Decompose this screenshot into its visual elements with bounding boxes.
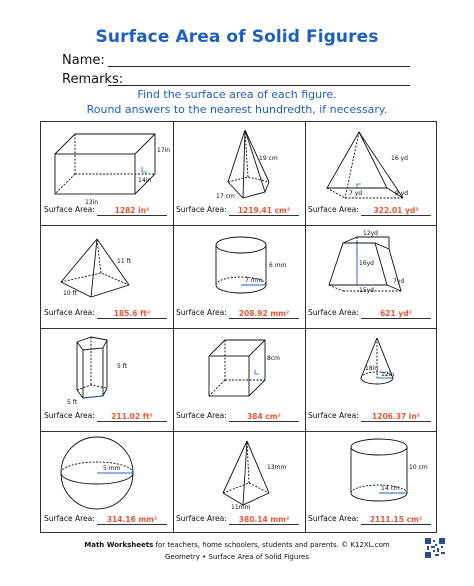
answer-value: 384 cm²: [247, 412, 281, 421]
problem-7: [41, 328, 173, 431]
dim-label: 5 ft: [67, 399, 78, 406]
footer-brand: Math Worksheets: [84, 541, 154, 549]
problem-2: [173, 122, 305, 225]
answer-value: 211.02 ft²: [111, 412, 153, 421]
dim-label: 13mm: [267, 464, 287, 471]
problem-3: [305, 122, 437, 225]
surface-area-label: Surface Area:: [44, 514, 95, 523]
surface-area-label: Surface Area:: [44, 411, 95, 420]
answer-value: 2111.15 cm²: [369, 515, 423, 524]
footer-line-1: [0, 541, 474, 549]
problem-6: [305, 225, 437, 328]
dim-label: 12yd: [363, 230, 378, 237]
instruction-line-2: Round answers to the nearest hundredth, if necessary.: [86, 103, 388, 116]
dim-label: 7yd: [393, 278, 405, 285]
answer-line: [97, 421, 167, 422]
dim-label: 16 yd: [391, 155, 408, 162]
dim-label: 19 cm: [259, 155, 278, 162]
dim-label: 10 cm: [409, 464, 428, 471]
problem-4: [41, 225, 173, 328]
dim-label: 11mm: [231, 504, 251, 511]
surface-area-label: Surface Area:: [44, 205, 95, 214]
problem-11: [173, 431, 305, 534]
answer-value: 1206.37 in²: [372, 412, 420, 421]
answer-value: 208.92 mm²: [238, 309, 290, 318]
answer-line: [229, 215, 299, 216]
problem-10: [41, 431, 173, 534]
answer-value: 1282 in²: [114, 206, 150, 215]
answer-line: [229, 421, 299, 422]
answer-line: [361, 421, 431, 422]
instruction-line-1: Find the surface area of each figure.: [137, 88, 337, 101]
dim-label: 17in: [157, 147, 171, 154]
surface-area-label: Surface Area:: [308, 411, 359, 420]
surface-area-label: Surface Area:: [44, 308, 95, 317]
answer-line: [229, 318, 299, 319]
answer-value: 322.01 yd²: [373, 206, 419, 215]
answer-line: [361, 215, 431, 216]
problem-1: [41, 122, 173, 225]
dim-label: 6 mm: [269, 262, 287, 269]
footer-text: for teachers, home schoolers, students and parents. © K12XL.com: [153, 541, 390, 549]
answer-value: 380.14 mm²: [238, 515, 290, 524]
dim-label: 11 ft: [117, 258, 131, 265]
dim-label: 9 yd: [395, 190, 409, 197]
answer-line: [361, 524, 431, 525]
dim-label: 12in: [381, 371, 395, 378]
answer-line: [97, 215, 167, 216]
dim-label: 14 cm: [381, 485, 400, 492]
answer-line: [97, 524, 167, 525]
dim-label: 16yd: [359, 260, 374, 267]
qr-code-icon: [425, 538, 445, 558]
surface-area-label: Surface Area:: [176, 411, 227, 420]
answer-value: 1219.41 cm²: [237, 206, 291, 215]
problem-9: [305, 328, 437, 431]
surface-area-label: Surface Area:: [176, 514, 227, 523]
answer-line: [229, 524, 299, 525]
dim-label: 14in: [138, 177, 152, 184]
footer-line-2: Geometry • Surface Area of Solid Figures: [165, 553, 309, 561]
dim-label: 5 ft: [117, 363, 128, 370]
dim-label: 7 mm: [245, 277, 263, 284]
answer-value: 185.6 ft²: [113, 309, 151, 318]
dim-label: 7 yd: [349, 190, 363, 197]
problem-8: [173, 328, 305, 431]
surface-area-label: Surface Area:: [308, 308, 359, 317]
dim-label: 5 mm: [103, 465, 121, 472]
surface-area-label: Surface Area:: [308, 205, 359, 214]
remarks-label: Remarks:: [62, 72, 124, 87]
dim-label: 13in: [85, 199, 99, 206]
surface-area-label: Surface Area:: [308, 514, 359, 523]
problem-12: [305, 431, 437, 534]
worksheet-title: Surface Area of Solid Figures: [95, 27, 379, 47]
dim-label: 17 cm: [216, 193, 235, 200]
dim-label: 15yd: [359, 287, 374, 294]
problem-5: [173, 225, 305, 328]
answer-value: 621 yd²: [380, 309, 412, 318]
dim-label: 8cm: [267, 355, 280, 362]
problem-grid: [40, 121, 437, 533]
surface-area-label: Surface Area:: [176, 308, 227, 317]
name-label: Name:: [62, 53, 105, 68]
surface-area-label: Surface Area:: [176, 205, 227, 214]
dim-label: 10 ft: [63, 290, 77, 297]
answer-line: [97, 318, 167, 319]
answer-line: [361, 318, 431, 319]
name-input-line[interactable]: [108, 66, 410, 67]
remarks-input-line[interactable]: [108, 85, 410, 86]
answer-value: 314.16 mm²: [106, 515, 158, 524]
dim-label: 18in: [365, 365, 379, 372]
